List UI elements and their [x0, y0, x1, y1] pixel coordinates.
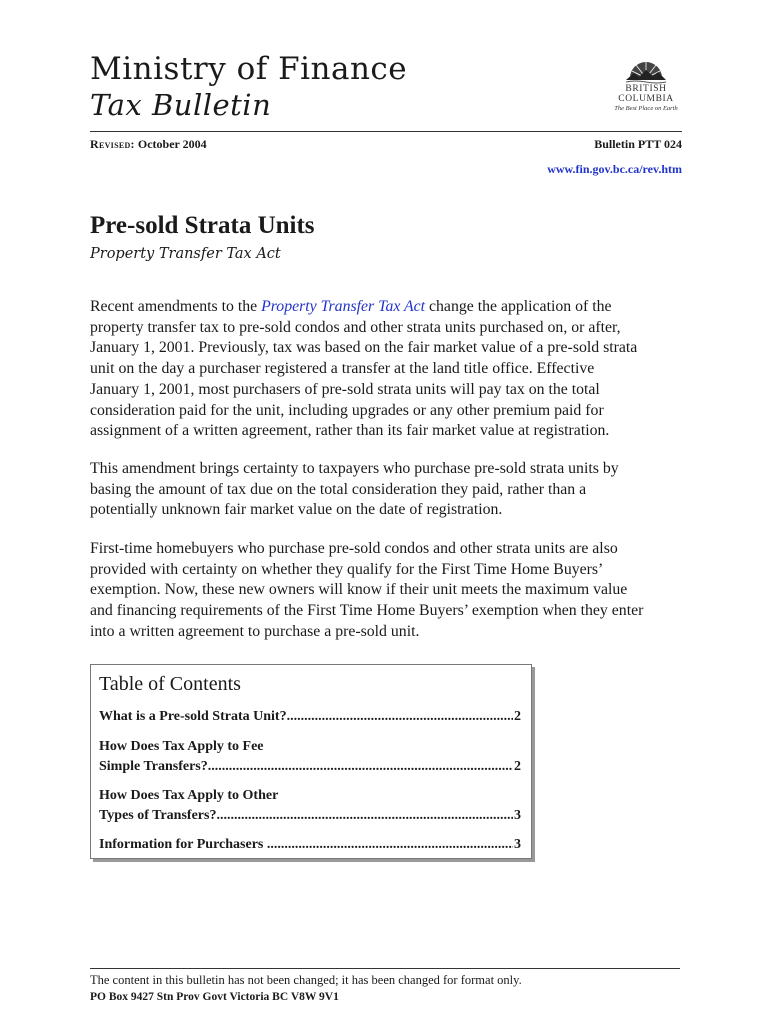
paragraph-line: First-time homebuyers who purchase pre-sold condos and other strata units are also: [90, 540, 618, 557]
bulletin-number: Bulletin PTT 024: [594, 137, 682, 151]
footer-divider: [90, 968, 680, 969]
toc-item-fee-simple[interactable]: [99, 737, 521, 777]
toc-leader-dots: [267, 835, 513, 855]
toc-item-label: Simple Transfers?: [99, 759, 208, 774]
header-divider: [90, 131, 682, 132]
toc-item-line1: How Does Tax Apply to Fee: [99, 739, 264, 754]
paragraph-line: [90, 297, 690, 318]
tax-bulletin-subtitle: Tax Bulletin: [90, 88, 272, 122]
paragraph-line: January 1, 2001, most purchasers of pre-sold strata units will pay tax on the total: [90, 380, 600, 398]
toc-leader-dots: [216, 806, 513, 826]
toc-title: Table of Contents: [99, 673, 241, 695]
footer-note: The content in this bulletin has not been changed; it has been changed for format only.: [90, 973, 522, 987]
paragraph-lead-text: Recent amendments to the: [90, 298, 262, 315]
revised-label: Revised:: [90, 137, 135, 151]
revised-date-line: [90, 137, 207, 152]
toc-item-what-is-presold[interactable]: [99, 707, 521, 727]
revised-date: October 2004: [137, 137, 207, 151]
toc-page-number: 2: [514, 759, 521, 774]
paragraph-line: provided with certainty on whether they qualify for the First Time Home Buyers’: [90, 560, 604, 578]
ministry-title: Ministry of Finance: [90, 51, 408, 87]
toc-item-label: What is a Pre-sold Strata Unit?: [99, 709, 287, 724]
toc-leader-dots: [208, 757, 513, 777]
toc-page-number: 3: [514, 837, 521, 852]
toc-page-number: 2: [514, 709, 521, 724]
document-title: Pre-sold Strata Units: [90, 212, 315, 239]
document-subtitle: Property Transfer Tax Act: [90, 246, 281, 262]
paragraph-line: property transfer tax to pre-sold condos and other strata units purchased on, or after,: [90, 318, 621, 336]
paragraph-line: unit on the day a purchaser registered a transfer at the land title office. Effective: [90, 360, 595, 378]
bc-logo: [606, 56, 686, 122]
toc-item-label: Information for Purchasers: [99, 837, 267, 852]
sun-mountain-icon: [624, 56, 668, 84]
footer-address: PO Box 9427 Stn Prov Govt Victoria BC V8W 9V1: [90, 991, 339, 1003]
toc-item-line1: How Does Tax Apply to Other: [99, 788, 279, 803]
paragraph-certainty: [90, 459, 690, 521]
paragraph-line: and financing requirements of the First Time Home Buyers’ exemption when they enter: [90, 602, 644, 620]
table-of-contents: [90, 664, 532, 859]
toc-item-info-purchasers[interactable]: [99, 835, 521, 855]
paragraph-line: January 1, 2001. Previously, tax was based on the fair market value of a pre-sold strata: [90, 339, 638, 357]
toc-item-other-transfers[interactable]: [99, 786, 521, 826]
logo-tagline: The Best Place on Earth: [614, 105, 678, 112]
paragraph-line: into a written agreement to purchase a pre-sold unit.: [90, 622, 420, 640]
paragraph-line: assignment of a written agreement, rather than its fair market value at registration.: [90, 422, 610, 440]
logo-line-columbia: COLUMBIA: [618, 94, 674, 104]
toc-item-label: Types of Transfers?: [99, 808, 217, 823]
paragraph-line: This amendment brings certainty to taxpayers who purchase pre-sold strata units by: [90, 460, 619, 477]
logo-line-british: BRITISH: [625, 84, 667, 94]
paragraph-line: potentially unknown fair market value on the date of registration.: [90, 501, 503, 519]
paragraph-line-rest: change the application of the: [425, 298, 612, 315]
website-link[interactable]: www.fin.gov.bc.ca/rev.htm: [547, 162, 682, 176]
paragraph-amendments: [90, 297, 690, 442]
toc-leader-dots: [287, 707, 513, 727]
toc-page-number: 3: [514, 808, 521, 823]
paragraph-line: basing the amount of tax due on the total consideration they paid, rather than a: [90, 480, 587, 498]
paragraph-line: consideration paid for the unit, including upgrades or any other premium paid for: [90, 401, 604, 419]
act-link[interactable]: Property Transfer Tax Act: [261, 298, 426, 315]
paragraph-line: exemption. Now, these new owners will know if their unit meets the maximum value: [90, 581, 628, 599]
paragraph-first-time-buyers: [90, 539, 690, 643]
